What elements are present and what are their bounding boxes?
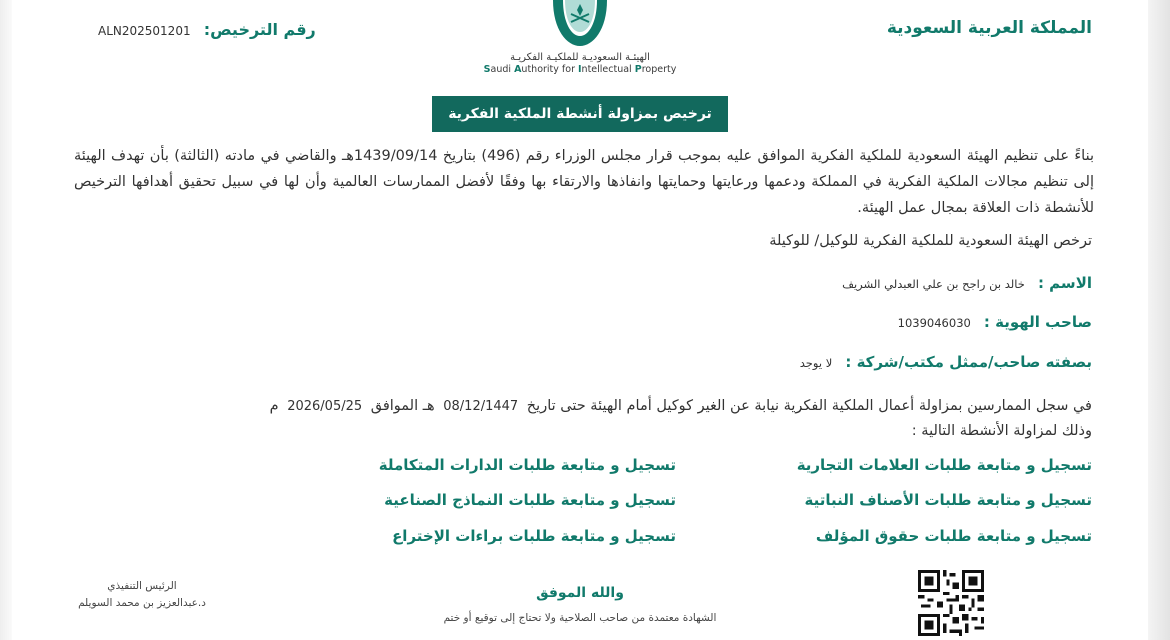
- signature-block: [52, 578, 232, 612]
- page-edge-right: [1148, 0, 1170, 640]
- gregorian-expiry-date: 2026/05/25: [287, 399, 363, 414]
- license-number-row: [98, 20, 316, 39]
- activity-item: تسجيل و متابعة طلبات حقوق المؤلف: [815, 527, 1092, 545]
- capacity-value: لا يوجد: [799, 356, 833, 370]
- id-holder-value: 1039046030: [897, 316, 971, 330]
- capacity-row: [800, 352, 1092, 371]
- saip-emblem-icon: [545, 0, 615, 48]
- agent-name-label: الاسم :: [1037, 274, 1092, 292]
- signatory-title: الرئيس التنفيذي: [107, 580, 177, 592]
- qr-code-icon[interactable]: [918, 570, 984, 636]
- license-title-banner: ترخيص بمزاولة أنشطة الملكية الفكرية: [432, 96, 728, 132]
- certification-note: الشهادة معتمدة من صاحب الصلاحية ولا تحتاج إلى توقيع أو ختم: [443, 612, 717, 624]
- registration-line: [270, 398, 1092, 414]
- country-name: المملكة العربية السعودية: [886, 18, 1092, 38]
- signatory-name: د.عبدالعزيز بن محمد السويلم: [78, 597, 206, 609]
- activity-item: تسجيل و متابعة طلبات الأصناف النباتية: [804, 491, 1092, 509]
- license-number-value: ALN202501201: [98, 24, 191, 38]
- activity-item: تسجيل و متابعة طلبات براءات الإختراع: [392, 527, 676, 545]
- authority-logo: [480, 0, 680, 80]
- registration-suffix: م: [269, 398, 279, 414]
- id-holder-label: صاحب الهوية :: [983, 313, 1092, 331]
- capacity-label: بصفته صاحب/ممثل مكتب/شركة :: [845, 353, 1092, 371]
- grant-line: ترخص الهيئة السعودية للملكية الفكرية للوكيل/ للوكيلة: [769, 233, 1092, 249]
- closing-phrase: والله الموفق: [536, 585, 624, 601]
- agent-name-row: [842, 273, 1092, 292]
- activity-item: تسجيل و متابعة طلبات العلامات التجارية: [796, 456, 1092, 474]
- activities-intro: وذلك لمزاولة الأنشطة التالية :: [911, 423, 1092, 439]
- registration-corresponding: هـ الموافق: [370, 398, 435, 414]
- page-edge-left: [0, 0, 12, 640]
- intro-paragraph: بناءً على تنظيم الهيئة السعودية للملكية الفكرية الموافق عليه بموجب قرار مجلس الوزراء رقم (496) بتاريخ 1439/09/14هـ والقاضي في مادته (الثالثة) بأن تهدف الهيئة إلى تنظيم مجالات الملكية الفكرية في المملكة ودعمها ورعايتها وحمايتها وانفاذها والارتقاء بها وفقًا لأفضل الممارسات العالمية وأن لها في سبيل تحقيق أهدافها الترخيص للأنشطة ذات العلاقة بمجال عمل الهيئة.: [74, 148, 1095, 216]
- agent-name-value: خالد بن راجح بن علي العبدلي الشريف: [842, 277, 1025, 291]
- license-number-label: رقم الترخيص:: [203, 20, 316, 39]
- authority-name-english: Saudi Authority for Intellectual Property: [483, 64, 677, 75]
- registration-text: في سجل الممارسين بمزاولة أعمال الملكية الفكرية نيابة عن الغير كوكيل أمام الهيئة حتى تاريخ: [526, 398, 1092, 414]
- authority-name-arabic: الهيئـة السعوديـة للملكيـة الفكريـة: [510, 52, 650, 63]
- activity-item: تسجيل و متابعة طلبات الدارات المتكاملة: [378, 456, 676, 474]
- id-holder-row: [898, 312, 1092, 331]
- activity-item: تسجيل و متابعة طلبات النماذج الصناعية: [384, 491, 676, 509]
- hijri-expiry-date: 08/12/1447: [443, 399, 519, 414]
